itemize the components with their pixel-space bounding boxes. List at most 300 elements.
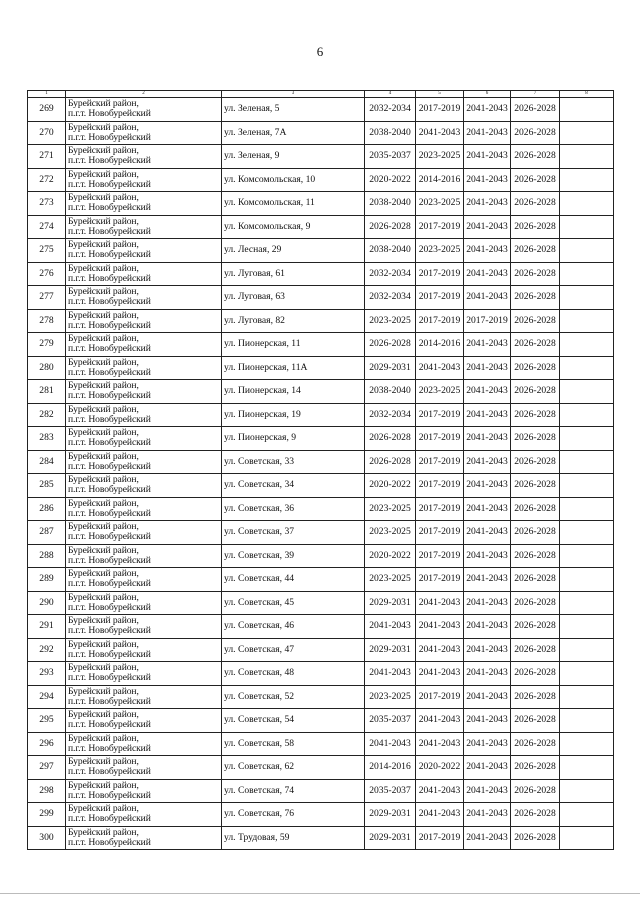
row-number: 276: [28, 262, 66, 286]
period-col-4: 2038-2040: [365, 380, 416, 404]
district-name: Бурейский район,: [68, 474, 139, 486]
district-cell: [66, 145, 222, 169]
period-col-4: 2023-2025: [365, 309, 416, 333]
period-col-6: 2041-2043: [464, 709, 511, 733]
empty-col-8: [560, 709, 614, 733]
table-row: [28, 709, 614, 733]
empty-col-8: [560, 192, 614, 216]
period-col-6: 2041-2043: [464, 803, 511, 827]
settlement-name: п.г.т. Новобурейский: [68, 766, 151, 778]
settlement-name: п.г.т. Новобурейский: [68, 390, 151, 402]
settlement-name: п.г.т. Новобурейский: [68, 460, 151, 472]
district-name: Бурейский район,: [68, 215, 139, 227]
address-cell: ул. Советская, 52: [222, 685, 365, 709]
table-row: [28, 544, 614, 568]
row-number: 273: [28, 192, 66, 216]
empty-col-8: [560, 662, 614, 686]
period-col-4: 2032-2034: [365, 286, 416, 310]
table-row: [28, 591, 614, 615]
row-number: 300: [28, 826, 66, 850]
district-cell: [66, 168, 222, 192]
table-row: [28, 427, 614, 451]
district-cell: [66, 615, 222, 639]
address-cell: ул. Зеленая, 9: [222, 145, 365, 169]
address-cell: ул. Советская, 74: [222, 779, 365, 803]
district-name: Бурейский район,: [68, 192, 139, 204]
column-number: 8: [560, 91, 614, 98]
address-cell: ул. Луговая, 61: [222, 262, 365, 286]
period-col-6: 2041-2043: [464, 591, 511, 615]
period-col-4: 2026-2028: [365, 215, 416, 239]
empty-col-8: [560, 615, 614, 639]
district-cell: [66, 98, 222, 122]
settlement-name: п.г.т. Новобурейский: [68, 789, 151, 801]
row-number: 293: [28, 662, 66, 686]
period-col-7: 2026-2028: [511, 544, 560, 568]
address-cell: ул. Пионерская, 14: [222, 380, 365, 404]
district-name: Бурейский район,: [68, 803, 139, 815]
table-row: [28, 732, 614, 756]
row-number: 269: [28, 98, 66, 122]
empty-col-8: [560, 403, 614, 427]
period-col-5: 2017-2019: [416, 685, 464, 709]
address-cell: ул. Зеленая, 7А: [222, 121, 365, 145]
period-col-6: 2041-2043: [464, 568, 511, 592]
period-col-4: 2035-2037: [365, 779, 416, 803]
settlement-name: п.г.т. Новобурейский: [68, 507, 151, 519]
period-col-6: 2041-2043: [464, 615, 511, 639]
period-col-4: 2026-2028: [365, 427, 416, 451]
settlement-name: п.г.т. Новобурейский: [68, 343, 151, 355]
period-col-7: 2026-2028: [511, 98, 560, 122]
row-number: 288: [28, 544, 66, 568]
district-cell: [66, 638, 222, 662]
settlement-name: п.г.т. Новобурейский: [68, 813, 151, 825]
period-col-6: 2041-2043: [464, 497, 511, 521]
empty-col-8: [560, 262, 614, 286]
table-row: [28, 168, 614, 192]
district-name: Бурейский район,: [68, 380, 139, 392]
empty-col-8: [560, 591, 614, 615]
period-col-6: 2041-2043: [464, 215, 511, 239]
address-cell: ул. Комсомольская, 11: [222, 192, 365, 216]
row-number: 287: [28, 521, 66, 545]
district-cell: [66, 403, 222, 427]
page-edge-divider: [0, 893, 640, 894]
settlement-name: п.г.т. Новобурейский: [68, 296, 151, 308]
row-number: 272: [28, 168, 66, 192]
address-cell: ул. Советская, 58: [222, 732, 365, 756]
period-col-7: 2026-2028: [511, 685, 560, 709]
period-col-7: 2026-2028: [511, 380, 560, 404]
table-row: [28, 98, 614, 122]
district-cell: [66, 262, 222, 286]
settlement-name: п.г.т. Новобурейский: [68, 672, 151, 684]
period-col-5: 2023-2025: [416, 380, 464, 404]
period-col-5: 2017-2019: [416, 521, 464, 545]
district-name: Бурейский район,: [68, 591, 139, 603]
district-name: Бурейский район,: [68, 544, 139, 556]
empty-col-8: [560, 474, 614, 498]
period-col-6: 2041-2043: [464, 145, 511, 169]
address-cell: ул. Комсомольская, 10: [222, 168, 365, 192]
address-cell: ул. Советская, 48: [222, 662, 365, 686]
district-name: Бурейский район,: [68, 497, 139, 509]
table-row: [28, 662, 614, 686]
settlement-name: п.г.т. Новобурейский: [68, 601, 151, 613]
period-col-4: 2032-2034: [365, 403, 416, 427]
period-col-4: 2026-2028: [365, 333, 416, 357]
period-col-7: 2026-2028: [511, 286, 560, 310]
table-row: [28, 239, 614, 263]
period-col-7: 2026-2028: [511, 497, 560, 521]
table-row: [28, 826, 614, 850]
district-cell: [66, 474, 222, 498]
table-body: [28, 98, 614, 850]
period-col-4: 2038-2040: [365, 192, 416, 216]
period-col-5: 2041-2043: [416, 732, 464, 756]
period-col-7: 2026-2028: [511, 474, 560, 498]
period-col-5: 2014-2016: [416, 168, 464, 192]
period-col-6: 2041-2043: [464, 286, 511, 310]
district-name: Бурейский район,: [68, 615, 139, 627]
period-col-7: 2026-2028: [511, 215, 560, 239]
period-col-7: 2026-2028: [511, 403, 560, 427]
address-cell: ул. Советская, 46: [222, 615, 365, 639]
period-col-5: 2017-2019: [416, 309, 464, 333]
period-col-6: 2041-2043: [464, 403, 511, 427]
period-col-6: 2041-2043: [464, 544, 511, 568]
settlement-name: п.г.т. Новобурейский: [68, 719, 151, 731]
period-col-5: 2017-2019: [416, 826, 464, 850]
district-name: Бурейский район,: [68, 826, 139, 838]
settlement-name: п.г.т. Новобурейский: [68, 836, 151, 848]
period-col-7: 2026-2028: [511, 732, 560, 756]
empty-col-8: [560, 685, 614, 709]
address-cell: ул. Советская, 33: [222, 450, 365, 474]
period-col-4: 2026-2028: [365, 450, 416, 474]
table-row: [28, 356, 614, 380]
period-col-4: 2029-2031: [365, 638, 416, 662]
settlement-name: п.г.т. Новобурейский: [68, 225, 151, 237]
address-cell: ул. Советская, 62: [222, 756, 365, 780]
table-row: [28, 803, 614, 827]
district-cell: [66, 450, 222, 474]
period-col-4: 2032-2034: [365, 98, 416, 122]
period-col-5: 2017-2019: [416, 98, 464, 122]
district-cell: [66, 380, 222, 404]
district-cell: [66, 521, 222, 545]
settlement-name: п.г.т. Новобурейский: [68, 484, 151, 496]
table-row: [28, 262, 614, 286]
period-col-6: 2041-2043: [464, 192, 511, 216]
settlement-name: п.г.т. Новобурейский: [68, 625, 151, 637]
district-cell: [66, 427, 222, 451]
district-cell: [66, 215, 222, 239]
district-cell: [66, 497, 222, 521]
period-col-6: 2041-2043: [464, 98, 511, 122]
period-col-4: 2041-2043: [365, 662, 416, 686]
district-cell: [66, 803, 222, 827]
empty-col-8: [560, 286, 614, 310]
district-name: Бурейский район,: [68, 145, 139, 157]
period-col-4: 2023-2025: [365, 497, 416, 521]
address-cell: ул. Пионерская, 19: [222, 403, 365, 427]
period-col-4: 2020-2022: [365, 544, 416, 568]
empty-col-8: [560, 521, 614, 545]
address-cell: ул. Советская, 37: [222, 521, 365, 545]
district-name: Бурейский район,: [68, 450, 139, 462]
settlement-name: п.г.т. Новобурейский: [68, 131, 151, 143]
period-col-7: 2026-2028: [511, 262, 560, 286]
schedule-table: [27, 90, 614, 850]
period-col-5: 2017-2019: [416, 286, 464, 310]
table-row: [28, 145, 614, 169]
empty-col-8: [560, 215, 614, 239]
row-number: 282: [28, 403, 66, 427]
settlement-name: п.г.т. Новобурейский: [68, 319, 151, 331]
empty-col-8: [560, 450, 614, 474]
district-name: Бурейский район,: [68, 427, 139, 439]
period-col-7: 2026-2028: [511, 826, 560, 850]
row-number: 290: [28, 591, 66, 615]
period-col-4: 2029-2031: [365, 803, 416, 827]
address-cell: ул. Пионерская, 11: [222, 333, 365, 357]
period-col-6: 2041-2043: [464, 380, 511, 404]
district-cell: [66, 662, 222, 686]
empty-col-8: [560, 427, 614, 451]
period-col-6: 2041-2043: [464, 685, 511, 709]
column-number: 5: [416, 91, 464, 98]
period-col-4: 2014-2016: [365, 756, 416, 780]
period-col-6: 2041-2043: [464, 521, 511, 545]
empty-col-8: [560, 732, 614, 756]
address-cell: ул. Советская, 47: [222, 638, 365, 662]
table-row: [28, 192, 614, 216]
period-col-6: 2041-2043: [464, 450, 511, 474]
period-col-6: 2041-2043: [464, 779, 511, 803]
address-cell: ул. Советская, 34: [222, 474, 365, 498]
row-number: 289: [28, 568, 66, 592]
period-col-5: 2023-2025: [416, 145, 464, 169]
column-number: 7: [511, 91, 560, 98]
empty-col-8: [560, 756, 614, 780]
period-col-5: 2041-2043: [416, 638, 464, 662]
period-col-4: 2029-2031: [365, 591, 416, 615]
row-number: 285: [28, 474, 66, 498]
table-row: [28, 474, 614, 498]
period-col-7: 2026-2028: [511, 168, 560, 192]
address-cell: ул. Зеленая, 5: [222, 98, 365, 122]
district-name: Бурейский район,: [68, 286, 139, 298]
table-row: [28, 403, 614, 427]
period-col-7: 2026-2028: [511, 709, 560, 733]
district-name: Бурейский район,: [68, 779, 139, 791]
address-cell: ул. Лесная, 29: [222, 239, 365, 263]
period-col-6: 2041-2043: [464, 121, 511, 145]
empty-col-8: [560, 168, 614, 192]
period-col-5: 2041-2043: [416, 615, 464, 639]
period-col-7: 2026-2028: [511, 145, 560, 169]
empty-col-8: [560, 239, 614, 263]
district-name: Бурейский район,: [68, 262, 139, 274]
period-col-6: 2041-2043: [464, 732, 511, 756]
period-col-5: 2017-2019: [416, 262, 464, 286]
period-col-5: 2023-2025: [416, 239, 464, 263]
district-name: Бурейский район,: [68, 756, 139, 768]
period-col-5: 2017-2019: [416, 497, 464, 521]
settlement-name: п.г.т. Новобурейский: [68, 202, 151, 214]
period-col-7: 2026-2028: [511, 309, 560, 333]
period-col-6: 2041-2043: [464, 239, 511, 263]
empty-col-8: [560, 309, 614, 333]
period-col-6: 2041-2043: [464, 826, 511, 850]
address-cell: ул. Луговая, 82: [222, 309, 365, 333]
district-name: Бурейский район,: [68, 638, 139, 650]
period-col-5: 2017-2019: [416, 474, 464, 498]
column-number: 6: [464, 91, 511, 98]
page-number: 6: [316, 44, 324, 59]
period-col-6: 2041-2043: [464, 662, 511, 686]
empty-col-8: [560, 333, 614, 357]
period-col-7: 2026-2028: [511, 121, 560, 145]
empty-col-8: [560, 380, 614, 404]
district-name: Бурейский район,: [68, 732, 139, 744]
district-cell: [66, 286, 222, 310]
district-name: Бурейский район,: [68, 333, 139, 345]
address-cell: ул. Комсомольская, 9: [222, 215, 365, 239]
district-name: Бурейский район,: [68, 356, 139, 368]
address-cell: ул. Пионерская, 11А: [222, 356, 365, 380]
period-col-4: 2035-2037: [365, 709, 416, 733]
district-name: Бурейский район,: [68, 568, 139, 580]
district-cell: [66, 192, 222, 216]
district-cell: [66, 826, 222, 850]
settlement-name: п.г.т. Новобурейский: [68, 366, 151, 378]
period-col-5: 2041-2043: [416, 356, 464, 380]
settlement-name: п.г.т. Новобурейский: [68, 554, 151, 566]
period-col-7: 2026-2028: [511, 192, 560, 216]
district-cell: [66, 121, 222, 145]
district-cell: [66, 779, 222, 803]
table-row: [28, 215, 614, 239]
address-cell: ул. Советская, 54: [222, 709, 365, 733]
district-name: Бурейский район,: [68, 685, 139, 697]
period-col-7: 2026-2028: [511, 638, 560, 662]
address-cell: ул. Советская, 39: [222, 544, 365, 568]
period-col-4: 2023-2025: [365, 568, 416, 592]
address-cell: ул. Советская, 76: [222, 803, 365, 827]
period-col-7: 2026-2028: [511, 333, 560, 357]
table-row: [28, 779, 614, 803]
period-col-7: 2026-2028: [511, 427, 560, 451]
row-number: 291: [28, 615, 66, 639]
district-name: Бурейский район,: [68, 121, 139, 133]
table-row: [28, 568, 614, 592]
period-col-6: 2041-2043: [464, 333, 511, 357]
table-row: [28, 286, 614, 310]
period-col-6: 2041-2043: [464, 638, 511, 662]
table-row: [28, 121, 614, 145]
district-cell: [66, 732, 222, 756]
empty-col-8: [560, 121, 614, 145]
period-col-7: 2026-2028: [511, 568, 560, 592]
period-col-4: 2023-2025: [365, 521, 416, 545]
period-col-5: 2041-2043: [416, 779, 464, 803]
period-col-5: 2041-2043: [416, 803, 464, 827]
period-col-5: 2041-2043: [416, 121, 464, 145]
table-row: [28, 309, 614, 333]
period-col-6: 2041-2043: [464, 168, 511, 192]
table-row: [28, 497, 614, 521]
period-col-7: 2026-2028: [511, 662, 560, 686]
period-col-4: 2032-2034: [365, 262, 416, 286]
period-col-5: 2020-2022: [416, 756, 464, 780]
settlement-name: п.г.т. Новобурейский: [68, 249, 151, 261]
row-number: 299: [28, 803, 66, 827]
period-col-4: 2038-2040: [365, 121, 416, 145]
column-number: 1: [28, 91, 66, 98]
period-col-5: 2017-2019: [416, 568, 464, 592]
period-col-5: 2017-2019: [416, 403, 464, 427]
period-col-5: 2017-2019: [416, 450, 464, 474]
district-cell: [66, 709, 222, 733]
row-number: 278: [28, 309, 66, 333]
settlement-name: п.г.т. Новобурейский: [68, 178, 151, 190]
period-col-7: 2026-2028: [511, 356, 560, 380]
district-name: Бурейский район,: [68, 662, 139, 674]
row-number: 283: [28, 427, 66, 451]
district-cell: [66, 756, 222, 780]
period-col-5: 2017-2019: [416, 215, 464, 239]
address-cell: ул. Луговая, 63: [222, 286, 365, 310]
period-col-6: 2041-2043: [464, 756, 511, 780]
empty-col-8: [560, 803, 614, 827]
empty-col-8: [560, 544, 614, 568]
empty-col-8: [560, 779, 614, 803]
column-number: 4: [365, 91, 416, 98]
period-col-5: 2041-2043: [416, 662, 464, 686]
table-row: [28, 333, 614, 357]
district-cell: [66, 685, 222, 709]
settlement-name: п.г.т. Новобурейский: [68, 272, 151, 284]
district-cell: [66, 239, 222, 263]
row-number: 274: [28, 215, 66, 239]
empty-col-8: [560, 638, 614, 662]
period-col-5: 2017-2019: [416, 427, 464, 451]
empty-col-8: [560, 568, 614, 592]
settlement-name: п.г.т. Новобурейский: [68, 648, 151, 660]
period-col-6: 2041-2043: [464, 356, 511, 380]
period-col-4: 2041-2043: [365, 615, 416, 639]
row-number: 277: [28, 286, 66, 310]
row-number: 295: [28, 709, 66, 733]
period-col-6: 2041-2043: [464, 427, 511, 451]
district-cell: [66, 356, 222, 380]
period-col-7: 2026-2028: [511, 756, 560, 780]
period-col-6: 2041-2043: [464, 474, 511, 498]
period-col-4: 2035-2037: [365, 145, 416, 169]
table-row: [28, 685, 614, 709]
empty-col-8: [560, 145, 614, 169]
period-col-7: 2026-2028: [511, 521, 560, 545]
district-name: Бурейский район,: [68, 521, 139, 533]
row-number: 284: [28, 450, 66, 474]
district-name: Бурейский район,: [68, 403, 139, 415]
settlement-name: п.г.т. Новобурейский: [68, 531, 151, 543]
period-col-4: 2029-2031: [365, 826, 416, 850]
address-cell: ул. Советская, 44: [222, 568, 365, 592]
